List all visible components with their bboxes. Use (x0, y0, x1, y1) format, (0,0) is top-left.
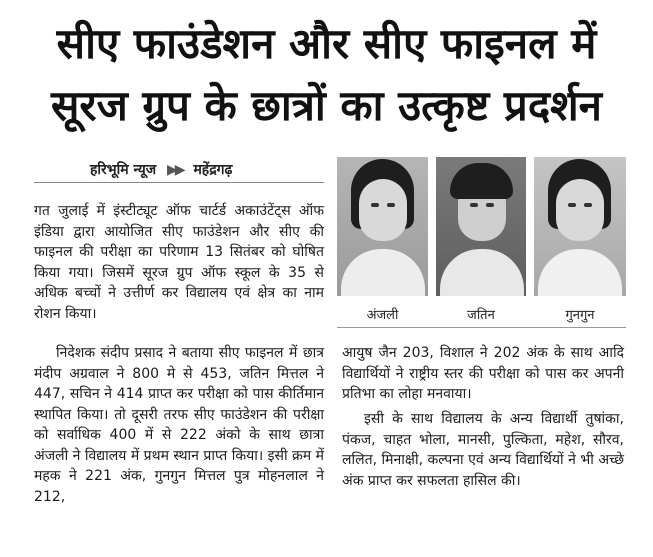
caption-divider (337, 327, 626, 328)
byline-source: हरिभूमि न्यूज (90, 162, 157, 178)
headline-line-2: सूरज ग्रुप के छात्रों का उत्कृष्ट प्रदर्शन (51, 81, 602, 130)
photo-jatin (436, 157, 526, 296)
photo-anjali (337, 157, 428, 296)
photo-caption-gungun: गुनगुन (565, 308, 595, 323)
photo-caption-anjali: अंजली (366, 308, 399, 323)
article-paragraph-3: आयुष जैन 203, विशाल ने 202 अंक के साथ आदि विद्यार्थियों ने राष्ट्रीय स्तर की परीक्षा को पास कर अपनी प्रतिभा का लोहा मनवाया। (342, 345, 624, 402)
byline (90, 160, 232, 179)
byline-place: महेंद्रगढ़ (193, 162, 233, 178)
photo-gungun (534, 157, 626, 296)
article-paragraph-4: इसी के साथ विद्यालय के अन्य विद्यार्थी तुषांका, पंकज, चाहत भोला, मानसी, पुल्किता, महेश, सौरव, ललित, मिनाक्षी, कल्पना एवं अन्य विद्यार्थियों ने भी अच्छे अंक प्राप्त कर सफलता हासिल की। (342, 411, 624, 489)
portrait-hair (450, 163, 513, 199)
portrait-shoulders (440, 249, 524, 296)
portrait-shoulders (538, 249, 622, 296)
portrait-face (556, 179, 604, 241)
article-paragraph-2: निदेशक संदीप प्रसाद ने बताया सीए फाइनल में छात्र मंदीप अग्रवाल ने 800 मे से 453, जतिन मित्तल ने 447, सचिन ने 414 प्राप्त कर परीक्षा को पास कीर्तिमान स्थापित किया। तो दूसरी तरफ सीए फाउंडेशन की परीक्षा को सर्वाधिक 400 में से 222 अंको के साथ छात्रा अंजली ने विद्यालय में प्रथम स्थान प्राप्त किया। इसी क्रम में महक ने 221 अंक, गुनगुन मित्तल पुत्र मोहनलाल ने 212, (34, 345, 324, 505)
portrait-shoulders (341, 249, 425, 296)
photo-caption-jatin: जतिन (467, 308, 495, 323)
article-paragraph-1: गत जुलाई में इंस्टीट्यूट ऑफ चार्टर्ड अकाउंटेंट्स ऑफ इंडिया द्वारा आयोजित सीए फाउंडेशन और सीए की फाइनल की परीक्षा का परिणाम 13 सितंबर को घोषित किया गया। जिसमें सूरज ग्रुप ऑफ स्कूल के 35 से अधिक बच्चों ने उत्तीर्ण कर विद्यालय एवं क्षेत्र का नाम रोशन किया। (34, 203, 324, 322)
byline-divider (34, 182, 324, 183)
headline-line-1: सीए फाउंडेशन और सीए फाइनल में (56, 19, 597, 68)
portrait-face (359, 179, 407, 241)
arrow-icon: ▶▶ (167, 162, 183, 178)
